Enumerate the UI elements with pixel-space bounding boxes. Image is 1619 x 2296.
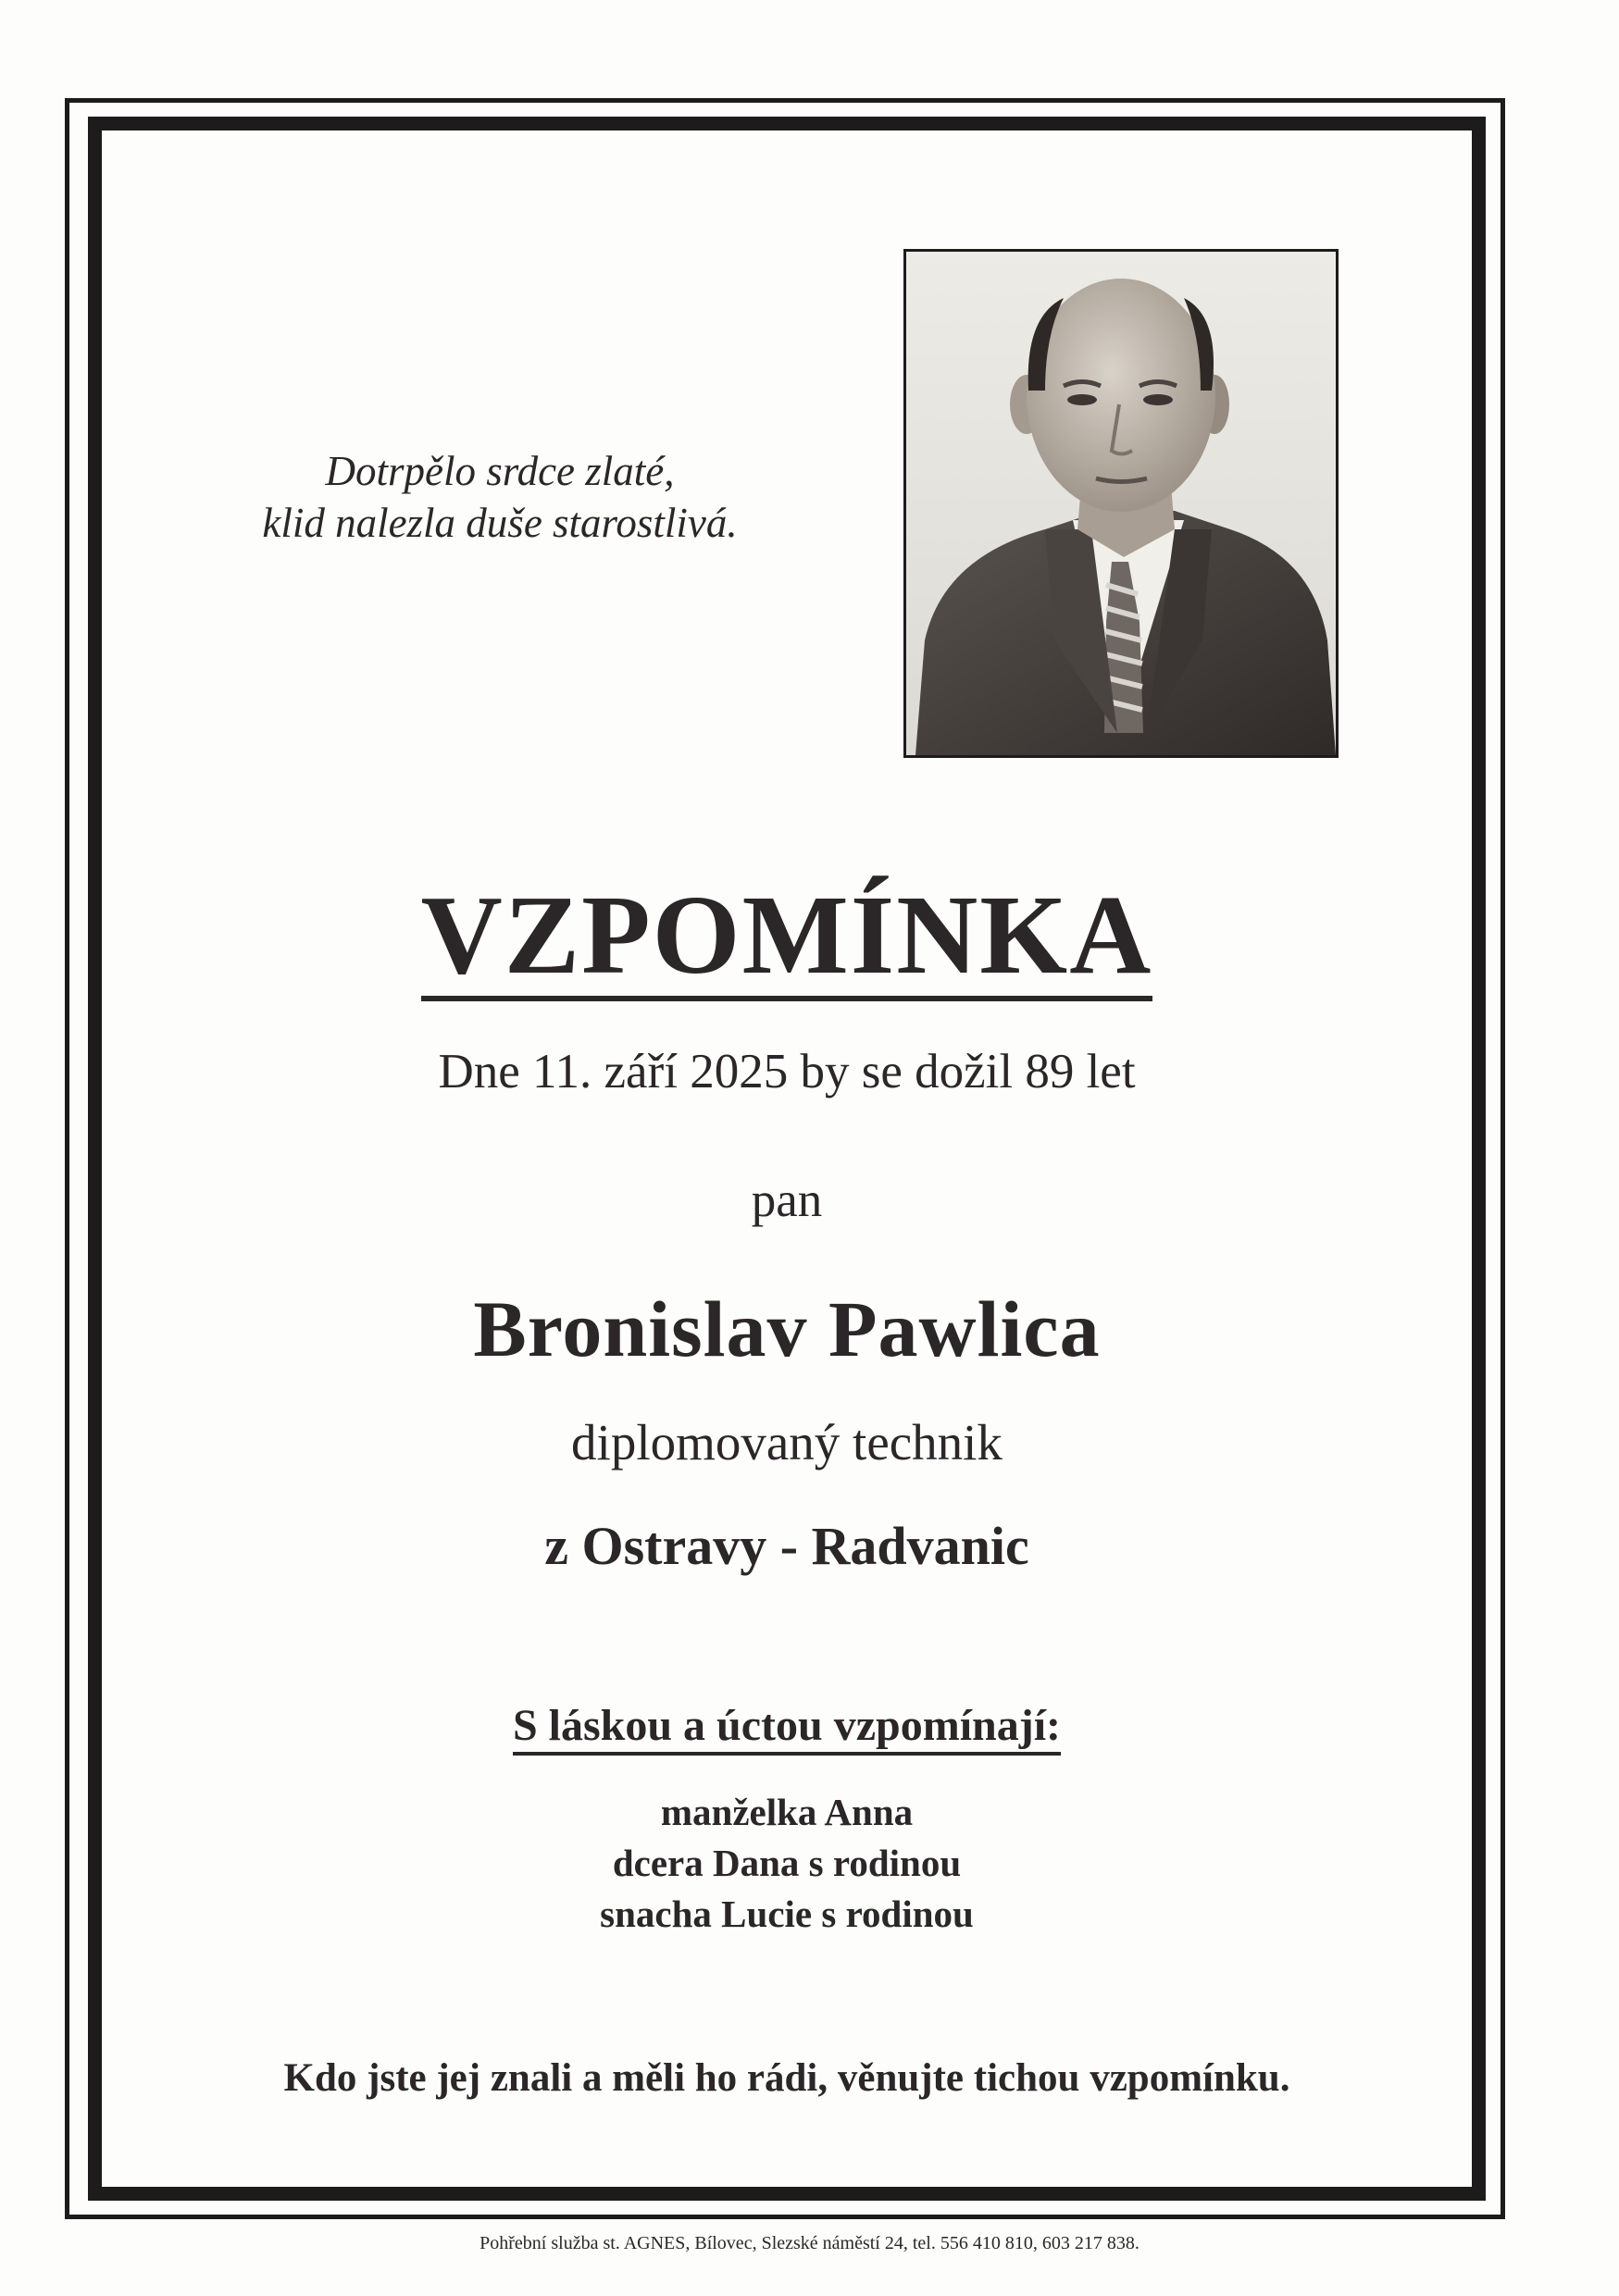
mourners-heading	[102, 1699, 1472, 1753]
epitaph-line-2: klid nalezla duše starostlivá.	[262, 500, 738, 546]
title-text: VZPOMÍNKA	[421, 875, 1153, 1001]
epitaph-quote	[241, 445, 759, 549]
portrait-photo	[903, 249, 1339, 758]
deceased-name: Bronislav Pawlica	[473, 1285, 1101, 1373]
funeral-service-footer: Pohřební služba st. AGNES, Bílovec, Slezské náměstí 24, tel. 556 410 810, 603 217 838.	[479, 2233, 1140, 2253]
mourners-heading-text: S láskou a úctou vzpomínají:	[513, 1701, 1061, 1756]
salutation: pan	[751, 1173, 823, 1227]
anniversary-line: Dne 11. září 2025 by se dožil 89 let	[438, 1045, 1136, 1098]
epitaph-line-1: Dotrpělo srdce zlaté,	[325, 448, 675, 494]
occupation: diplomovaný technik	[571, 1414, 1003, 1471]
origin: z Ostravy - Radvanic	[544, 1516, 1029, 1576]
title-heading	[102, 875, 1472, 1001]
portrait-image	[906, 252, 1336, 755]
closing-line: Kdo jste jej znali a měli ho rádi, věnujte tichou vzpomínku.	[283, 2056, 1290, 2100]
mourner-item: dcera Dana s rodinou	[612, 1842, 962, 1884]
mourner-item: manželka Anna	[660, 1791, 914, 1833]
mourner-item: snacha Lucie s rodinou	[600, 1893, 974, 1935]
obituary-card	[102, 130, 1472, 2187]
